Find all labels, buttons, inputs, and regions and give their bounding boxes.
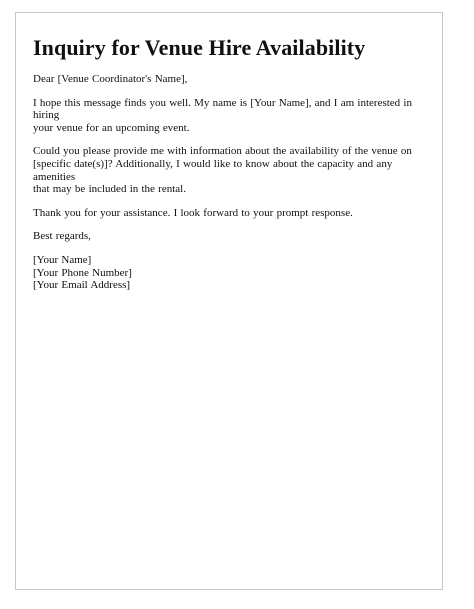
paragraph-thanks: Thank you for your assistance. I look forward to your prompt response. <box>33 206 353 219</box>
paragraph-request <box>33 145 433 195</box>
salutation: Dear [Venue Coordinator's Name], <box>33 73 188 85</box>
paragraph-request-line: [specific date(s)]? Additionally, I would like to know about the capacity and any amenities <box>33 157 393 183</box>
letter-content <box>33 34 433 303</box>
letter-page <box>15 12 443 590</box>
paragraph-intro-line: your venue for an upcoming event. <box>33 121 190 134</box>
signature-email: [Your Email Address] <box>33 279 131 292</box>
signature-name: [Your Name] <box>33 253 92 266</box>
paragraph-intro <box>33 97 433 135</box>
paragraph-request-line: that may be included in the rental. <box>33 183 186 196</box>
closing: Best regards, <box>33 230 91 243</box>
signature-block <box>33 254 433 292</box>
signature-phone: [Your Phone Number] <box>33 266 132 279</box>
letter-title: Inquiry for Venue Hire Availability <box>33 35 366 60</box>
paragraph-request-line: Could you please provide me with information about the availability of the venue on <box>33 145 412 158</box>
paragraph-intro-line: I hope this message finds you well. My name is [Your Name], and I am interested in hiring <box>33 96 412 122</box>
